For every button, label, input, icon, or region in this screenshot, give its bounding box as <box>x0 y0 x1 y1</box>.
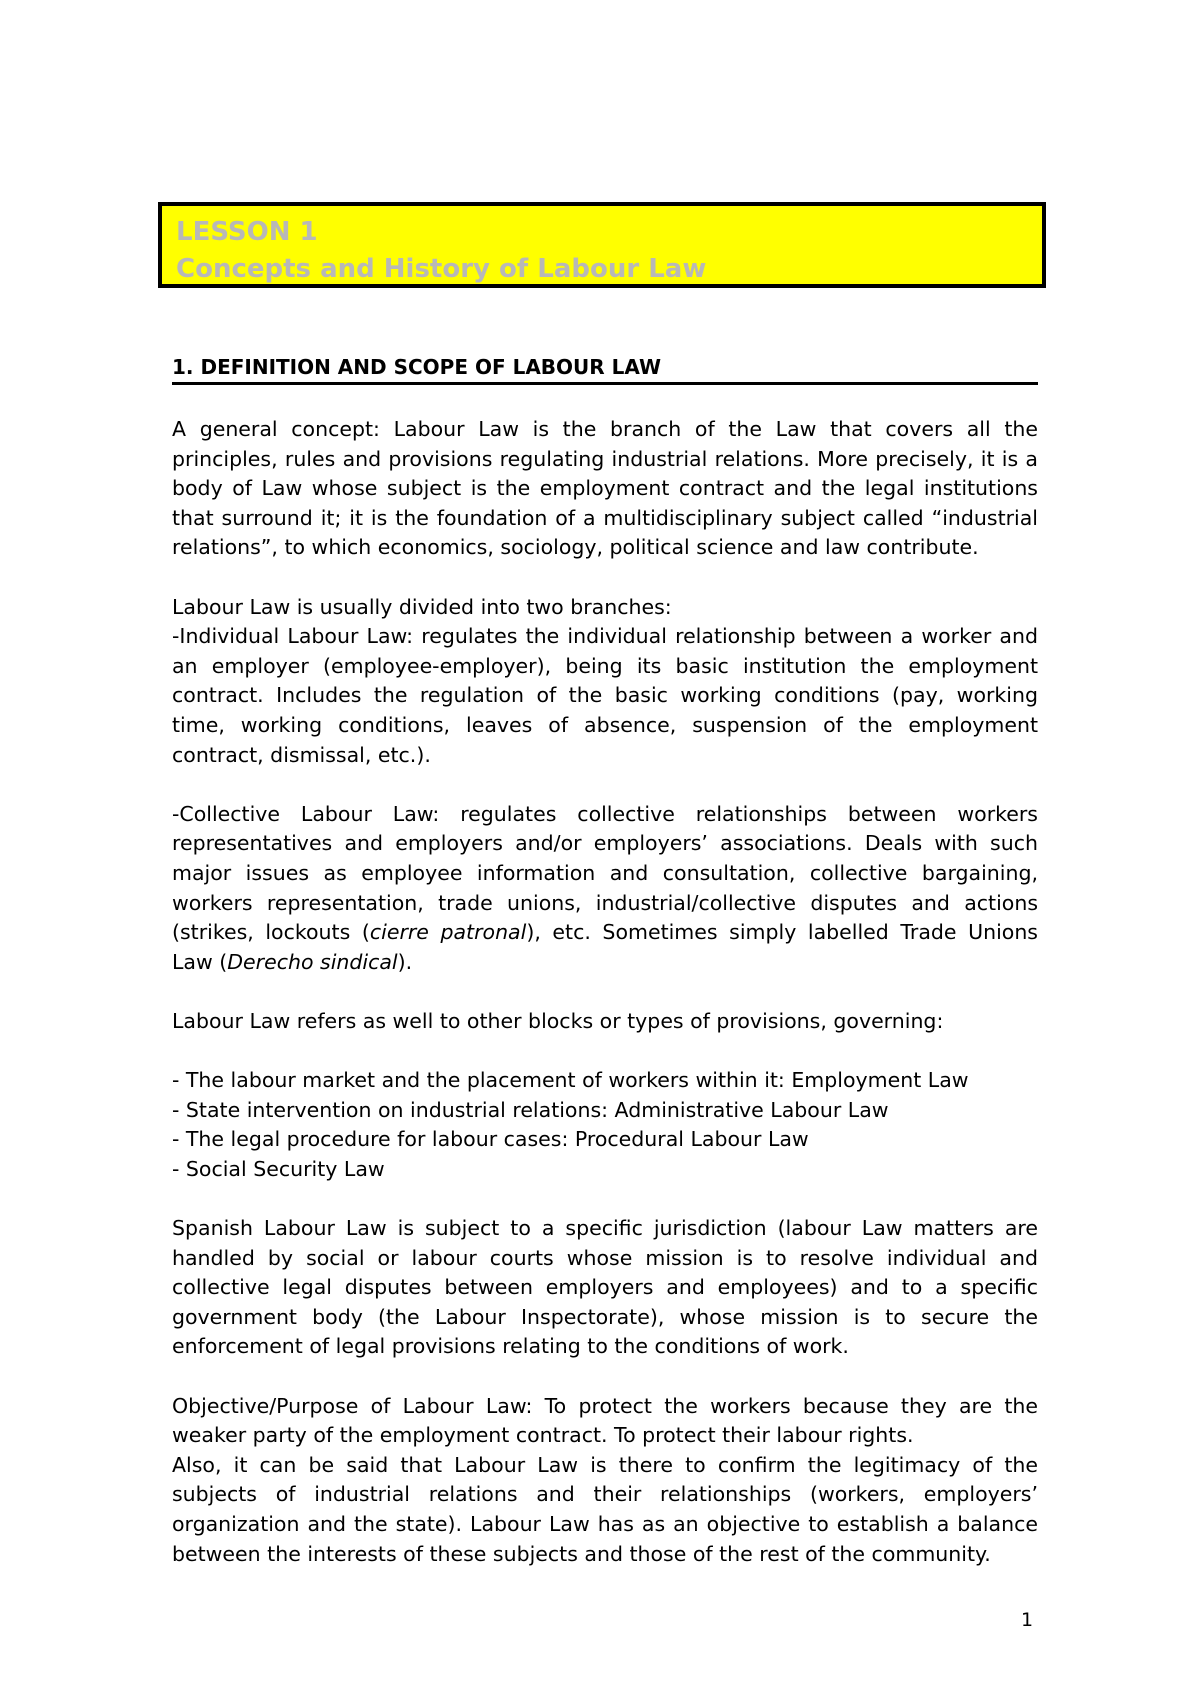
paragraph-objective: Objective/Purpose of Labour Law: To protect the workers because they are the weaker party of the employment contract. To protect their labour rights. <box>172 1393 1038 1448</box>
paragraph-other-blocks: Labour Law refers as well to other blocks or types of provisions, governing: <box>172 1008 944 1033</box>
paragraph-branches-intro: Labour Law is usually divided into two branches: <box>172 594 672 619</box>
collective-italic-term-1: cierre patronal <box>369 920 527 945</box>
collective-text-1: -Collective Labour Law: regulates collective relationships between workers representatives and employers and/or employers’ associations. Deals with such major issues as employee information and consultation, collective bargaining, workers representation, trade unions, industrial/collective disputes and actions (strikes, lockouts ( <box>172 801 1038 945</box>
collective-italic-term-2: Derecho sindical <box>227 949 398 974</box>
lesson-title: Concepts and History of Labour Law <box>176 254 707 284</box>
list-item: - The labour market and the placement of workers within it: Employment Law <box>172 1068 969 1093</box>
collective-text-3: ). <box>397 949 413 974</box>
paragraph-jurisdiction: Spanish Labour Law is subject to a specific jurisdiction (labour Law matters are handled by social or labour courts whose mission is to resolve individual and collective legal disputes between employers and employees) and to a specific government body (the Labour Inspectorate), whose mission is to secure the enforcement of legal provisions relating to the conditions of work. <box>172 1216 1038 1359</box>
paragraph-collective-labour-law <box>172 800 1038 978</box>
paragraph-also: Also, it can be said that Labour Law is there to confirm the legitimacy of the subjects of industrial relations and their relationships (workers, employers’ organization and the state). Labour Law has as an objective to establish a balance between the interests of these subjects and those of the rest of the community. <box>172 1452 1038 1566</box>
document-body <box>172 415 1038 1569</box>
paragraph-general-concept: A general concept: Labour Law is the branch of the Law that covers all the principles, rules and provisions regulating industrial relations. More precisely, it is a body of Law whose subject is the employment contract and the legal institutions that surround it; it is the foundation of a multidisciplinary subject called “industrial relations”, to which economics, sociology, political science and law contribute. <box>172 417 1038 560</box>
lesson-title-box <box>158 202 1046 288</box>
list-item: - Social Security Law <box>172 1156 385 1181</box>
section-heading: 1. DEFINITION AND SCOPE OF LABOUR LAW <box>172 353 1038 385</box>
list-item: - The legal procedure for labour cases: Procedural Labour Law <box>172 1127 809 1152</box>
lesson-number: LESSON 1 <box>176 217 318 247</box>
page-number: 1 <box>1021 1609 1034 1631</box>
provision-list <box>172 1066 1038 1184</box>
paragraph-individual-labour-law: -Individual Labour Law: regulates the individual relationship between a worker and an employer (employee-employer), being its basic institution the employment contract. Includes the regulation of the basic working conditions (pay, working time, working conditions, leaves of absence, suspension of the employment contract, dismissal, etc.). <box>172 624 1038 767</box>
collective-text-2: ), etc. Sometimes simply labelled Trade Unions Law ( <box>172 920 1038 974</box>
list-item: - State intervention on industrial relations: Administrative Labour Law <box>172 1097 889 1122</box>
